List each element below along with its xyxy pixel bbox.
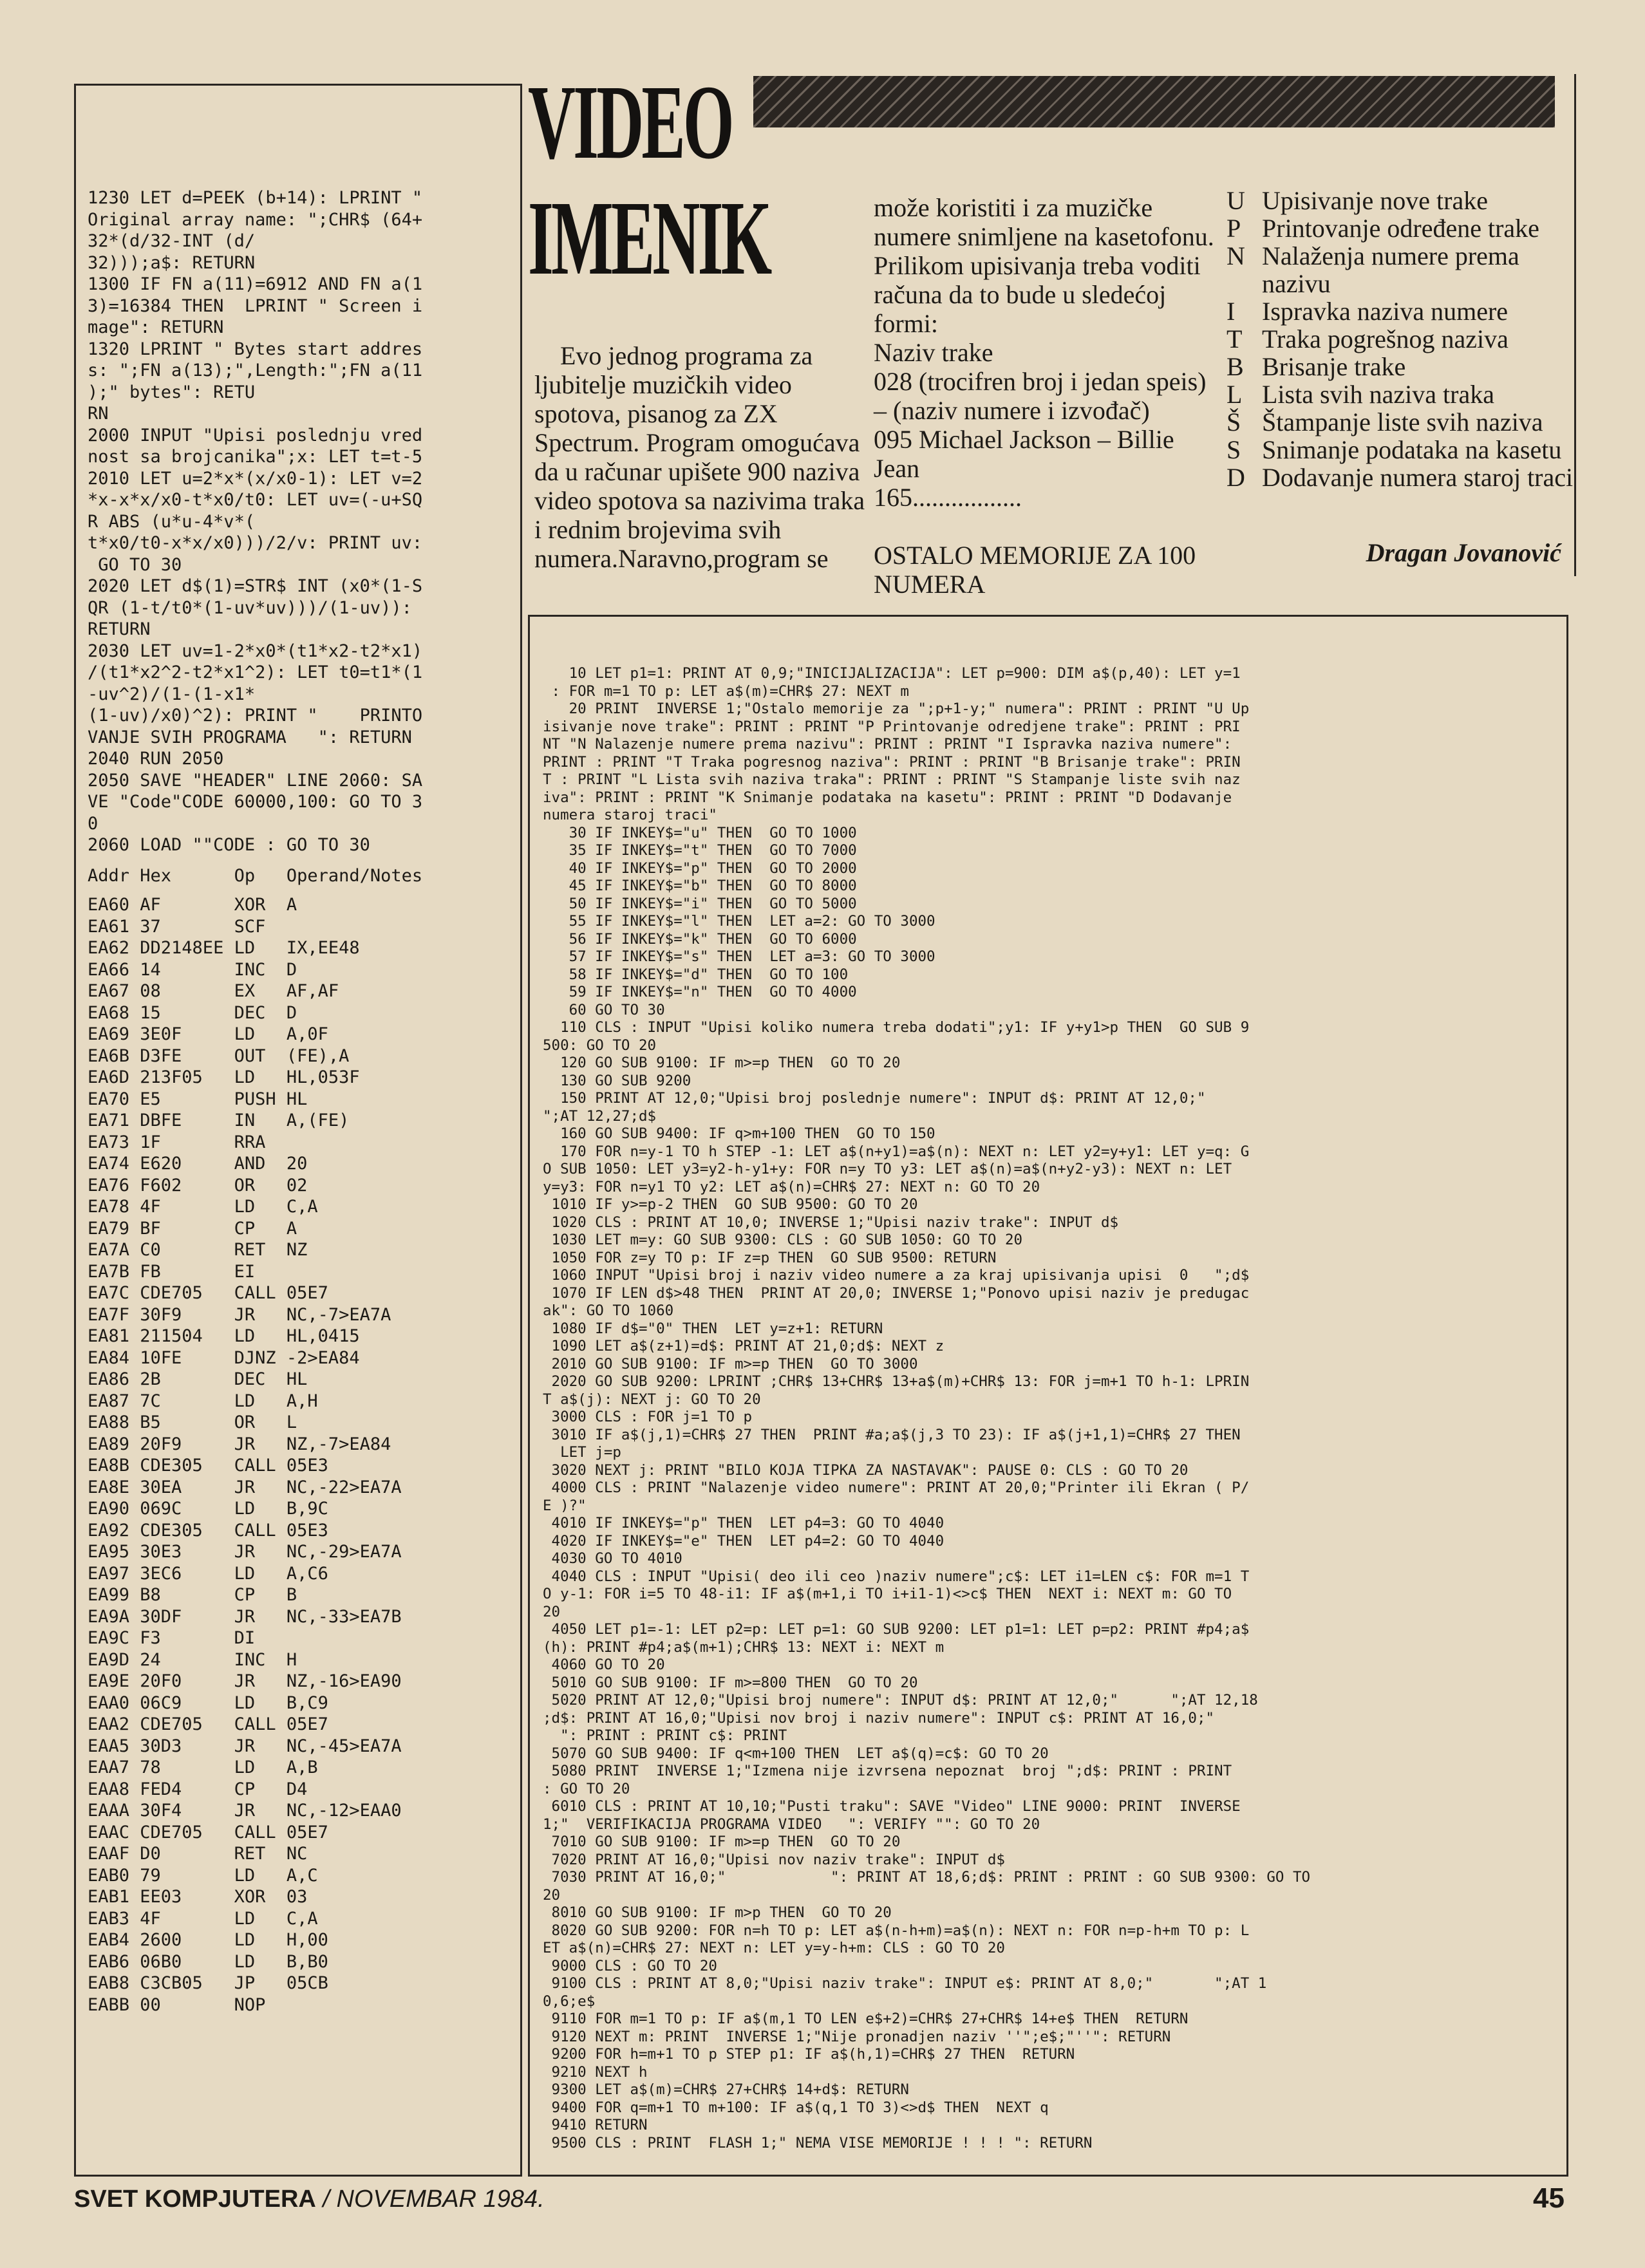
page-number: 45	[1533, 2182, 1565, 2214]
legend-item	[1227, 436, 1574, 464]
command-legend	[1227, 187, 1574, 491]
legend-key: P	[1227, 214, 1241, 243]
legend-text: Dodavanje numera staroj traci	[1262, 463, 1574, 492]
legend-item	[1227, 380, 1574, 408]
legend-text: Brisanje trake	[1262, 352, 1406, 381]
legend-item	[1227, 214, 1574, 242]
legend-text: Printovanje određene trake	[1262, 214, 1539, 243]
legend-item	[1227, 297, 1574, 325]
legend-key: L	[1227, 380, 1243, 409]
format-line-3: 095 Michael Jackson – Billie Jean	[874, 425, 1174, 483]
legend-key: D	[1227, 463, 1245, 492]
continuation-column	[874, 193, 1215, 599]
memory-note: OSTALO MEMORIJE ZA 100 NUMERA	[874, 541, 1196, 599]
legend-text: Traka pogrešnog naziva	[1262, 324, 1509, 353]
asm-table-header: Addr Hex Op Operand/Notes	[88, 865, 423, 886]
legend-text: Štampanje liste svih naziva	[1262, 408, 1543, 436]
heading-line-2: IMENIK	[528, 179, 770, 297]
legend-item	[1227, 408, 1574, 436]
continuation-text: može koristiti i za muzičke numere snimljene na kasetofonu. Prilikom upisivanja treba voditi računa da to bude u sledećoj formi:	[874, 193, 1214, 338]
intro-paragraph: Evo jednog programa za ljubitelje muzičkih video spotova, pisanog za ZX Spectrum. Program omogućava da u računar upišete 900 naziva video spotova sa nazivima traka i rednim brojevima svih numera.Naravno,program se	[534, 341, 865, 573]
legend-key: U	[1227, 186, 1245, 215]
legend-key: Š	[1227, 408, 1241, 436]
author-byline: Dragan Jovanović	[1366, 538, 1561, 567]
legend-text: Upisivanje nove trake	[1262, 186, 1488, 215]
left-listing-box	[74, 84, 522, 2177]
main-listing-box	[528, 615, 1568, 2177]
legend-key: B	[1227, 352, 1244, 381]
heading-line-1: VIDEO	[528, 63, 732, 181]
legend-item	[1227, 353, 1574, 380]
magazine-name: SVET KOMPJUTERA	[74, 2186, 316, 2213]
basic-program-listing: 10 LET p1=1: PRINT AT 0,9;"INICIJALIZACIJA": LET p=900: DIM a$(p,40): LET y=1 : FOR m=1 TO p: LET a$(m)=CHR$ 27: NEXT m 20 PRINT INVERSE 1;"Ostalo memorije za ";p+1-y;" numera": PRINT : PRINT "U Up isivanje nove trake": PRINT : PRINT "P Printovanje odredjene trake": PRINT : PRI NT "N Nalazenje numere prema nazivu": PRINT : PRINT "I Ispravka naziva numere": PRINT : PRINT "T Traka pogresnog naziva": PRINT : PRINT "B Brisanje trake": PRIN T : PRINT "L Lista svih naziva traka": PRINT : PRINT "S Stampanje liste svih naz iva": PRINT : PRINT "K Snimanje podataka na kasetu": PRINT : PRINT "D Dodavanje numera staroj traci" 30 IF INKEY$="u" THEN GO TO 1000 35 IF INKEY$="t" THEN GO TO 7000 40 IF INKEY$="p" THEN GO TO 2000 45 IF INKEY$="b" THEN GO TO 8000 50 IF INKEY$="i" THEN GO TO 5000 55 IF INKEY$="l" THEN LET a=2: GO TO 3000 56 IF INKEY$="k" THEN GO TO 6000 57 IF INKEY$="s" THEN LET a=3: GO TO 3000 58 IF INKEY$="d" THEN GO TO 100 59 IF INKEY$="n" THEN GO TO 4000 60 GO TO 30 110 CLS : INPUT "Upisi koliko numera treba dodati";y1: IF y+y1>p THEN GO SUB 9 500: GO TO 20 120 GO SUB 9100: IF m>=p THEN GO TO 20 130 GO SUB 9200 150 PRINT AT 12,0;"Upisi broj poslednje numere": INPUT d$: PRINT AT 12,0;" ";AT 12,27;d$ 160 GO SUB 9400: IF q>m+100 THEN GO TO 150 170 FOR n=y-1 TO h STEP -1: LET a$(n+y1)=a$(n): NEXT n: LET y2=y+y1: LET y=q: G O SUB 1050: LET y3=y2-h-y1+y: FOR n=y TO y3: LET a$(n)=a$(n+y2-y3): NEXT n: LET y=y3: FOR n=y1 TO y2: LET a$(n)=CHR$ 27: NEXT n: GO TO 20 1010 IF y>=p-2 THEN GO SUB 9500: GO TO 20 1020 CLS : PRINT AT 10,0; INVERSE 1;"Upisi naziv trake": INPUT d$ 1030 LET m=y: GO SUB 9300: CLS : GO SUB 1050: GO TO 20 1050 FOR z=y TO p: IF z=p THEN GO SUB 9500: RETURN 1060 INPUT "Upisi broj i naziv video numere a za kraj upisivanja upisi 0 ";d$ 1070 IF LEN d$>48 THEN PRINT AT 20,0; INVERSE 1;"Ponovo upisi naziv je predugac ak": GO TO 1060 1080 IF d$="0" THEN LET y=z+1: RETURN 1090 LET a$(z+1)=d$: PRINT AT 21,0;d$: NEXT z 2010 GO SUB 9100: IF m>=p THEN GO TO 3000 2020 GO SUB 9200: LPRINT ;CHR$ 13+CHR$ 13+a$(m)+CHR$ 13: FOR j=m+1 TO h-1: LPRIN T a$(j): NEXT j: GO TO 20 3000 CLS : FOR j=1 TO p 3010 IF a$(j,1)=CHR$ 27 THEN PRINT #a;a$(j,3 TO 23): IF a$(j+1,1)=CHR$ 27 THEN LET j=p 3020 NEXT j: PRINT "BILO KOJA TIPKA ZA NASTAVAK": PAUSE 0: CLS : GO TO 20 4000 CLS : PRINT "Nalazenje video numere": PRINT AT 20,0;"Printer ili Ekran ( P/ E )?" 4010 IF INKEY$="p" THEN LET p4=3: GO TO 4040 4020 IF INKEY$="e" THEN LET p4=2: GO TO 4040 4030 GO TO 4010 4040 CLS : INPUT "Upisi( deo ili ceo )naziv numere";c$: LET i1=LEN c$: FOR m=1 T O y-1: FOR i=5 TO 48-i1: IF a$(m+1,i TO i+i1-1)<>c$ THEN NEXT i: NEXT m: GO TO 20 4050 LET p1=-1: LET p2=p: LET p=1: GO SUB 9200: LET p1=1: LET p=p2: PRINT #p4;a$ (h): PRINT #p4;a$(m+1);CHR$ 13: NEXT i: NEXT m 4060 GO TO 20 5010 GO SUB 9100: IF m>=800 THEN GO TO 20 5020 PRINT AT 12,0;"Upisi broj numere": INPUT d$: PRINT AT 12,0;" ";AT 12,18 ;d$: PRINT AT 16,0;"Upisi nov broj i naziv numere": INPUT c$: PRINT AT 16,0;" ": PRINT : PRINT c$: PRINT 5070 GO SUB 9400: IF q<m+100 THEN LET a$(q)=c$: GO TO 20 5080 PRINT INVERSE 1;"Izmena nije izvrsena nepoznat broj ";d$: PRINT : PRINT : GO TO 20 6010 CLS : PRINT AT 10,10;"Pusti traku": SAVE "Video" LINE 9000: PRINT INVERSE 1;" VERIFIKACIJA PROGRAMA VIDEO ": VERIFY "": GO TO 20 7010 GO SUB 9100: IF m>=p THEN GO TO 20 7020 PRINT AT 16,0;"Upisi nov naziv trake": INPUT d$ 7030 PRINT AT 16,0;" ": PRINT AT 18,6;d$: PRINT : PRINT : GO SUB 9300: GO TO 20 8010 GO SUB 9100: IF m>p THEN GO TO 20 8020 GO SUB 9200: FOR n=h TO p: LET a$(n-h+m)=a$(n): NEXT n: FOR n=p-h+m TO p: L ET a$(n)=CHR$ 27: NEXT n: LET y=y-h+m: CLS : GO TO 20 9000 CLS : GO TO 20 9100 CLS : PRINT AT 8,0;"Upisi naziv trake": INPUT e$: PRINT AT 8,0;" ";AT 1 0,6;e$ 9110 FOR m=1 TO p: IF a$(m,1 TO LEN e$+2)=CHR$ 27+CHR$ 14+e$ THEN RETURN 9120 NEXT m: PRINT INVERSE 1;"Nije pronadjen naziv ''";e$;"''": RETURN 9200 FOR h=m+1 TO p STEP p1: IF a$(h,1)=CHR$ 27 THEN RETURN 9210 NEXT h 9300 LET a$(m)=CHR$ 27+CHR$ 14+d$: RETURN 9400 FOR q=m+1 TO m+100: IF a$(q,1 TO 3)<>d$ THEN NEXT q 9410 RETURN 9500 CLS : PRINT FLASH 1;" NEMA VISE MEMORIJE ! ! ! ": RETURN	[543, 665, 1311, 2151]
legend-key: N	[1227, 241, 1245, 270]
right-border-rule	[1574, 74, 1576, 576]
legend-text: Ispravka naziva numere	[1262, 297, 1509, 326]
legend-item	[1227, 325, 1574, 353]
format-line-4: 165.................	[874, 483, 1022, 512]
legend-text: Lista svih naziva traka	[1262, 380, 1494, 409]
legend-item	[1227, 464, 1574, 491]
decorative-banner	[753, 76, 1555, 127]
legend-item	[1227, 187, 1574, 214]
legend-key: T	[1227, 324, 1243, 353]
legend-text: Snimanje podataka na kasetu	[1262, 435, 1562, 464]
issue-date: / NOVEMBAR 1984.	[323, 2186, 545, 2213]
left-code-area	[88, 187, 512, 2016]
legend-text: Nalaženja numere prema nazivu	[1262, 241, 1519, 298]
legend-key: S	[1227, 435, 1241, 464]
main-code-area	[543, 665, 1554, 2152]
legend-item	[1227, 242, 1574, 297]
legend-key: I	[1227, 297, 1236, 326]
footer-magazine	[74, 2186, 545, 2213]
basic-listing-continued: 1230 LET d=PEEK (b+14): LPRINT " Original array name: ";CHR$ (64+ 32*(d/32-INT (d/ 32)));a$: RETURN 1300 IF FN a(11)=6912 AND FN a(1 3)=16384 THEN LPRINT " Screen i mage": RETURN 1320 LPRINT " Bytes start addres s: ";FN a(13);",Length:";FN a(11 );" bytes": RETU RN 2000 INPUT "Upisi poslednju vred nost sa brojcanika";x: LET t=t-5 2010 LET u=2*x*(x/x0-1): LET v=2 *x-x*x/x0-t*x0/t0: LET uv=(-u+SQ R ABS (u*u-4*v*( t*x0/t0-x*x/x0)))/2/v: PRINT uv: GO TO 30 2020 LET d$(1)=STR$ INT (x0*(1-S QR (1-t/t0*(1-uv*uv)))/(1-uv)): RETURN 2030 LET uv=1-2*x0*(t1*x2-t2*x1) /(t1*x2^2-t2*x1^2): LET t0=t1*(1 -uv^2)/(1-(1-x1* (1-uv)/x0)^2): PRINT " PRINTO VANJE SVIH PROGRAMA ": RETURN 2040 RUN 2050 2050 SAVE "HEADER" LINE 2060: SA VE "Code"CODE 60000,100: GO TO 3 0 2060 LOAD ""CODE : GO TO 30	[88, 188, 423, 855]
format-line-1: Naziv trake	[874, 338, 993, 367]
asm-listing: EA60 AF XOR A EA61 37 SCF EA62 DD2148EE LD IX,EE48 EA66 14 INC D EA67 08 EX AF,AF EA68 15 DEC D EA69 3E0F LD A,0F EA6B D3FE OUT (FE),A EA6D 213F05 LD HL,053F EA70 E5 PUSH HL EA71 DBFE IN A,(FE) EA73 1F RRA EA74 E620 AND 20 EA76 F602 OR 02 EA78 4F LD C,A EA79 BF CP A EA7A C0 RET NZ EA7B FB EI EA7C CDE705 CALL 05E7 EA7F 30F9 JR NC,-7>EA7A EA81 211504 LD HL,0415 EA84 10FE DJNZ -2>EA84 EA86 2B DEC HL EA87 7C LD A,H EA88 B5 OR L EA89 20F9 JR NZ,-7>EA84 EA8B CDE305 CALL 05E3 EA8E 30EA JR NC,-22>EA7A EA90 069C LD B,9C EA92 CDE305 CALL 05E3 EA95 30E3 JR NC,-29>EA7A EA97 3EC6 LD A,C6 EA99 B8 CP B EA9A 30DF JR NC,-33>EA7B EA9C F3 DI EA9D 24 INC H EA9E 20F0 JR NZ,-16>EA90 EAA0 06C9 LD B,C9 EAA2 CDE705 CALL 05E7 EAA5 30D3 JR NC,-45>EA7A EAA7 78 LD A,B EAA8 FED4 CP D4 EAAA 30F4 JR NC,-12>EAA0 EAAC CDE705 CALL 05E7 EAAF D0 RET NC EAB0 79 LD A,C EAB1 EE03 XOR 03 EAB3 4F LD C,A EAB4 2600 LD H,00 EAB6 06B0 LD B,B0 EAB8 C3CB05 JP 05CB EABB 00 NOP	[88, 895, 402, 2015]
format-line-2: 028 (trocifren broj i jedan speis) – (naziv numere i izvođač)	[874, 367, 1207, 425]
